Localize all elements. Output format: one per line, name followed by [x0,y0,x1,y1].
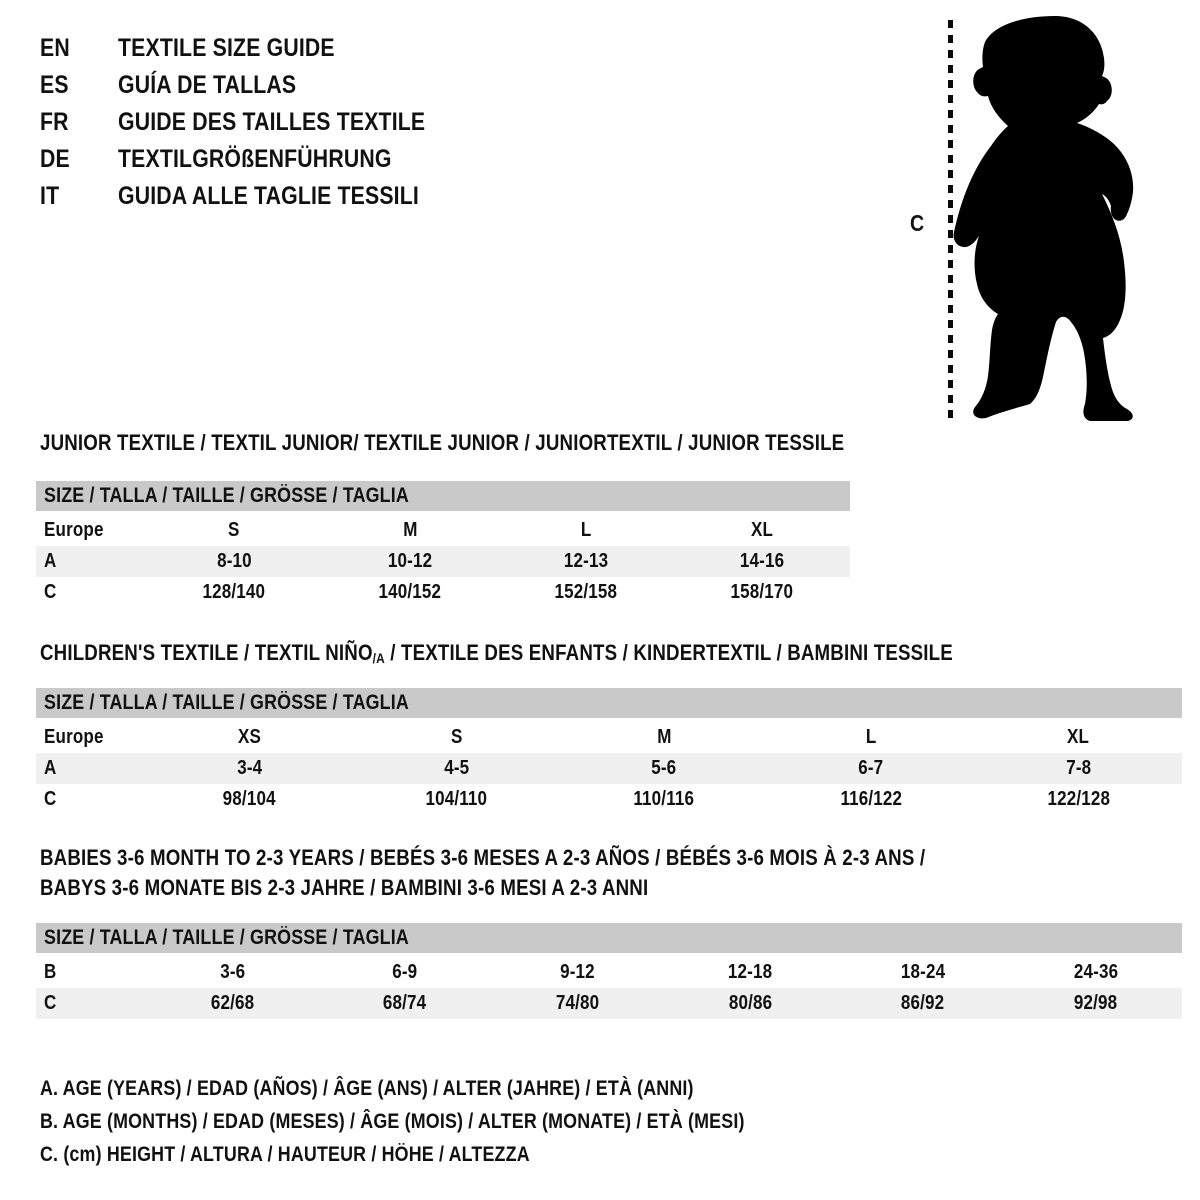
row-label: C [44,992,57,1014]
junior-row-europe [36,515,850,546]
cell: XL [750,519,774,541]
page-title-es: GUÍA DE TALLAS [118,71,297,99]
junior-size-table [36,481,850,608]
cell: 74/80 [555,992,600,1014]
cell: 3-4 [237,757,263,779]
children-row-europe [36,722,1182,753]
row-label: Europe [44,519,104,541]
lang-code-it: IT [40,182,60,210]
cell: 8-10 [216,550,252,572]
row-label: B [44,961,57,983]
cell: L [580,519,592,541]
page-title-de: TEXTILGRÖßENFÜHRUNG [118,145,392,173]
lang-code-de: DE [40,145,70,173]
cell: XS [238,726,262,748]
cell: 158/170 [730,581,794,603]
babies-size-table [36,923,1182,1019]
cell: 14-16 [739,550,785,572]
row-label: Europe [44,726,104,748]
cell: 6-9 [392,961,418,983]
cell: 92/98 [1073,992,1118,1014]
page-title-en: TEXTILE SIZE GUIDE [118,34,335,62]
cell: 110/116 [633,788,695,810]
row-label: A [44,757,57,779]
lang-code-fr: FR [40,108,69,136]
cell: 4-5 [444,757,470,779]
junior-row-height [36,577,850,608]
cell: 104/110 [425,788,488,810]
language-title-list [40,30,480,215]
cell: 7-8 [1065,757,1091,779]
cell: 18-24 [900,961,946,983]
cell: 24-36 [1073,961,1118,983]
children-size-table [36,688,1182,815]
cell: 3-6 [219,961,245,983]
babies-size-header-bar: SIZE / TALLA / TAILLE / GRÖSSE / TAGLIA [36,923,1182,953]
lang-row-de [40,141,480,178]
lang-code-en: EN [40,34,70,62]
cell: 12-18 [728,961,773,983]
note-age-years: A. AGE (YEARS) / EDAD (AÑOS) / ÂGE (ANS) / ALTER (JAHRE) / ETÀ (ANNI) [40,1076,694,1100]
children-size-header-bar: SIZE / TALLA / TAILLE / GRÖSSE / TAGLIA [36,688,1182,718]
cell: 12-13 [563,550,609,572]
page-title-it: GUIDA ALLE TAGLIE TESSILI [118,182,419,210]
height-measure-label: C [910,210,925,236]
babies-section-title: BABIES 3-6 MONTH TO 2-3 YEARS / BEBÉS 3-6 MESES A 2-3 AÑOS / BÉBÉS 3-6 MOIS À 2-3 ANS / BABYS 3-6 MONATE BIS 2-3 JAHRE / BAMBINI 3-6 MESI A 2-3 ANNI [40,845,926,900]
row-label: C [44,581,57,603]
babies-row-age-months [36,957,1182,988]
cell: 10-12 [387,550,433,572]
page-title-fr: GUIDE DES TAILLES TEXTILE [118,108,426,136]
cell: 140/152 [378,581,442,603]
children-row-height [36,784,1182,815]
cell: 128/140 [202,581,266,603]
cell: 68/74 [383,992,427,1014]
legend-notes [40,1072,869,1171]
junior-section-title: JUNIOR TEXTILE / TEXTIL JUNIOR/ TEXTILE JUNIOR / JUNIORTEXTIL / JUNIOR TESSILE [40,430,845,455]
height-figure [880,0,1200,430]
cell: S [228,519,240,541]
cell: 152/158 [554,581,618,603]
note-height-cm: C. (cm) HEIGHT / ALTURA / HAUTEUR / HÖHE / ALTEZZA [40,1142,530,1166]
nino-a-subscript: /A [372,650,385,666]
junior-row-age [36,546,850,577]
cell: M [656,726,672,748]
cell: M [402,519,418,541]
cell: L [865,726,877,748]
row-label: A [44,550,57,572]
lang-row-es [40,67,480,104]
junior-size-header-bar: SIZE / TALLA / TAILLE / GRÖSSE / TAGLIA [36,481,850,511]
lang-row-it [40,178,480,215]
cell: 98/104 [223,788,277,810]
cell: 5-6 [651,757,677,779]
lang-code-es: ES [40,71,69,99]
cell: 62/68 [210,992,255,1014]
cell: 122/128 [1047,788,1110,810]
cell: 80/86 [728,992,773,1014]
cell: S [451,726,463,748]
cell: 116/122 [840,788,903,810]
cell: XL [1067,726,1090,748]
cell: 9-12 [560,961,596,983]
lang-row-en [40,30,480,67]
lang-row-fr [40,104,480,141]
cell: 86/92 [901,992,945,1014]
children-section-title: CHILDREN'S TEXTILE / TEXTIL NIÑO/A / TEXTILE DES ENFANTS / KINDERTEXTIL / BAMBINI TESSILE [40,640,953,666]
children-row-age [36,753,1182,784]
row-label: C [44,788,57,810]
cell: 6-7 [858,757,884,779]
babies-row-height [36,988,1182,1019]
toddler-silhouette-icon [880,0,1200,430]
note-age-months: B. AGE (MONTHS) / EDAD (MESES) / ÂGE (MOIS) / ALTER (MONATE) / ETÀ (MESI) [40,1109,745,1133]
